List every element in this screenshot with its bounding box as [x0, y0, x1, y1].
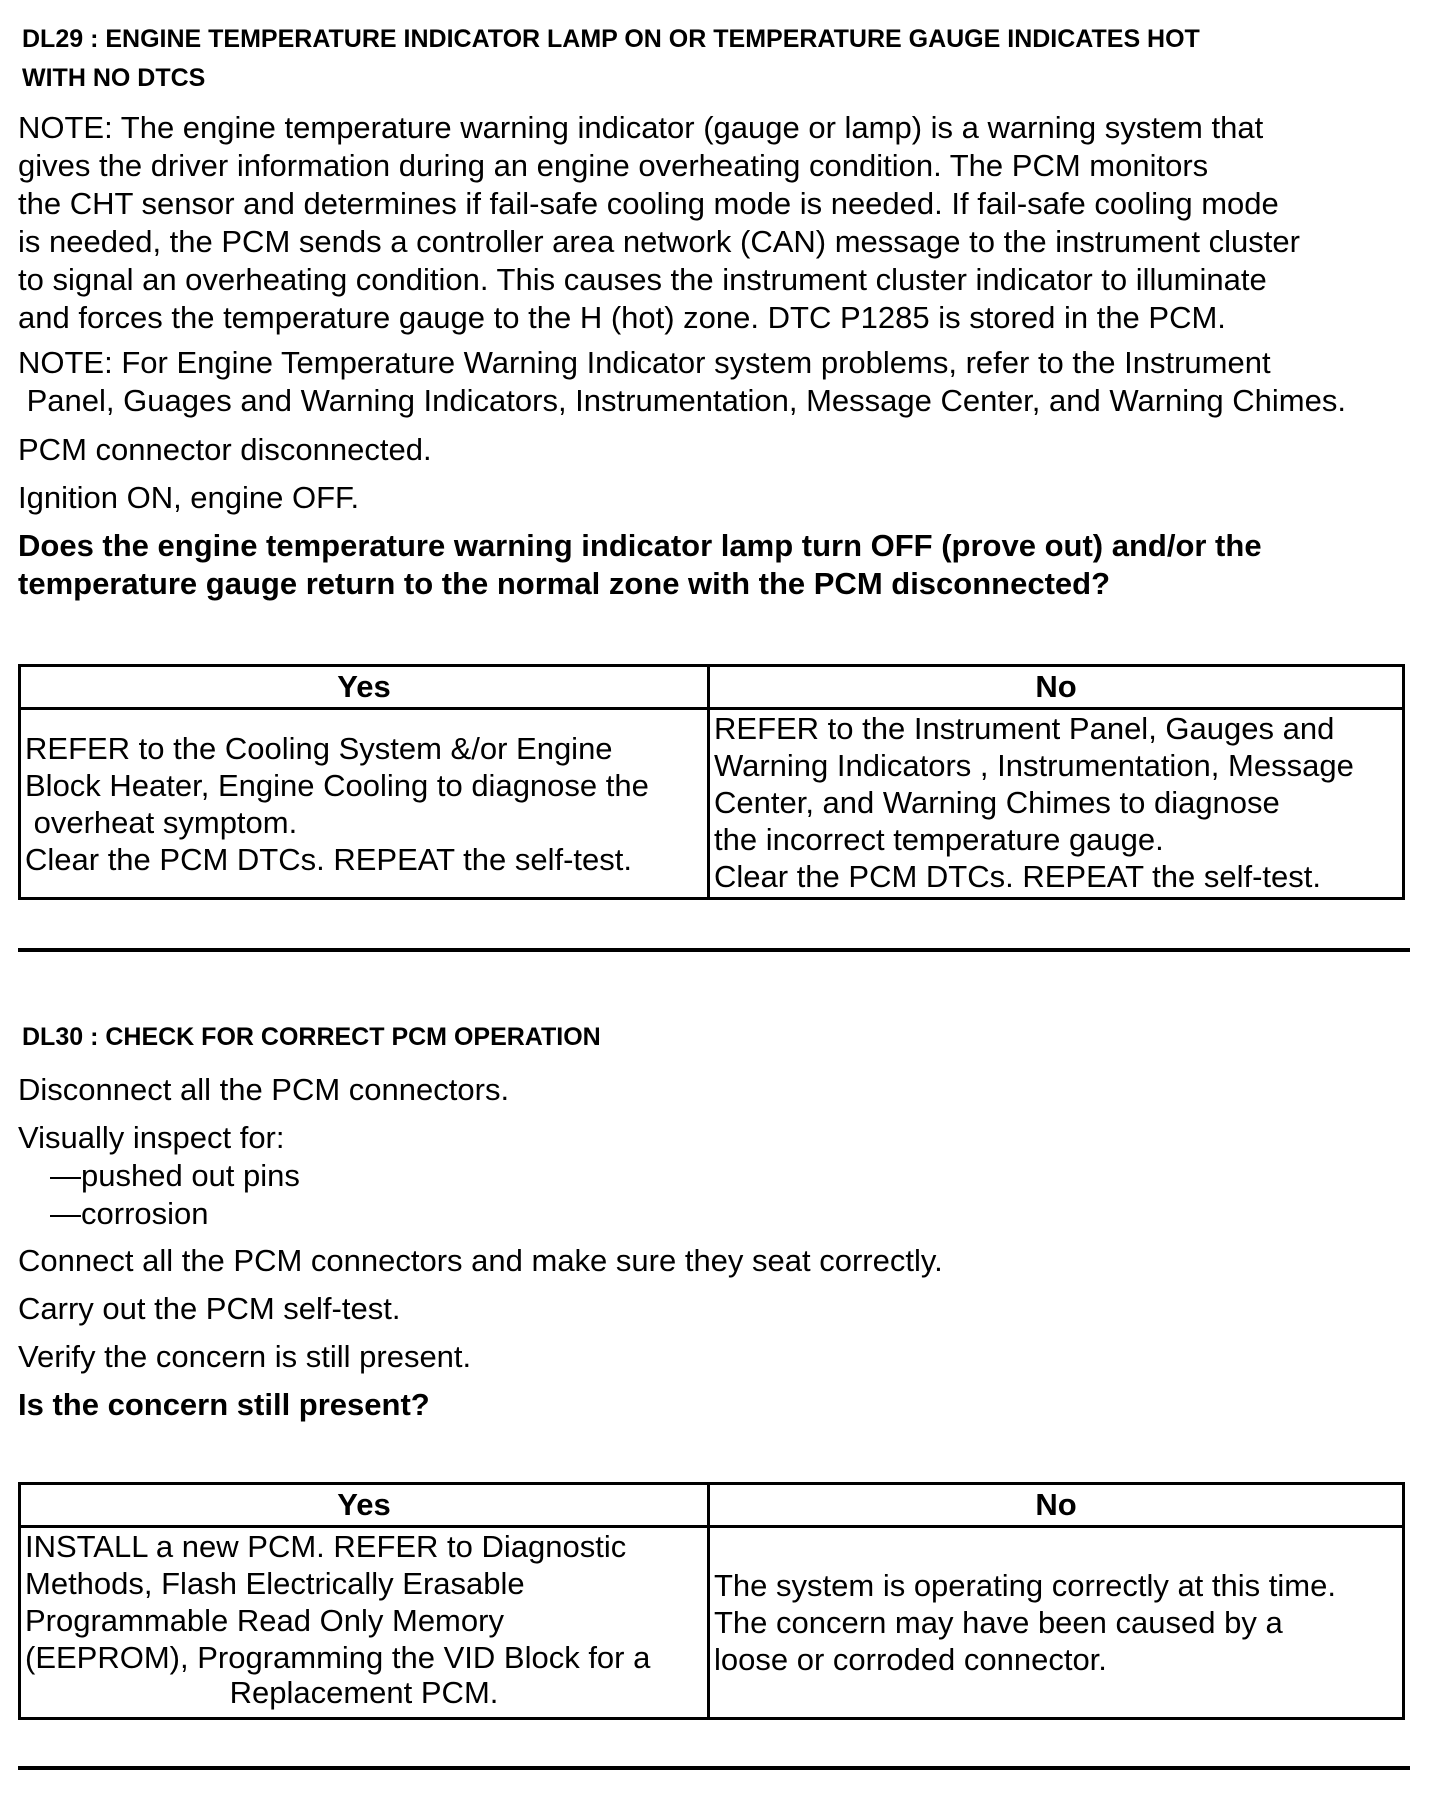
yes-cell — [20, 1527, 709, 1719]
note-line: and forces the temperature gauge to the H (hot) zone. DTC P1285 is stored in the PCM. — [18, 300, 1226, 335]
note-line: NOTE: For Engine Temperature Warning Indicator system problems, refer to the Instrument — [18, 345, 1271, 380]
note-line: the CHT sensor and determines if fail-safe cooling mode is needed. If fail-safe cooling mode — [18, 186, 1279, 221]
section-divider — [18, 948, 1410, 952]
dl30-step-4: Verify the concern is still present. — [18, 1339, 472, 1374]
dl30-question: Is the concern still present? — [18, 1387, 430, 1422]
dl29-heading-line: DL29 : ENGINE TEMPERATURE INDICATOR LAMP ON OR TEMPERATURE GAUGE INDICATES HOT — [22, 25, 1200, 53]
no-cell — [709, 1527, 1404, 1719]
no-column-header: No — [709, 666, 1404, 709]
cell-line: The concern may have been caused by a — [714, 1605, 1283, 1640]
cell-line: overheat symptom. — [25, 804, 298, 840]
dl29-heading-line: WITH NO DTCS — [22, 64, 206, 92]
dl29-question — [18, 527, 1418, 603]
dl29-note-2 — [18, 344, 1438, 420]
cell-line: Center, and Warning Chimes to diagnose — [714, 785, 1280, 820]
cell-line: REFER to the Instrument Panel, Gauges and — [714, 711, 1335, 746]
inspect-item: —pushed out pins — [50, 1158, 300, 1193]
no-cell — [709, 709, 1404, 899]
yes-column-header: Yes — [20, 666, 709, 709]
dl29-heading — [22, 20, 1200, 98]
yes-cell — [20, 709, 709, 899]
note-line: is needed, the PCM sends a controller area network (CAN) message to the instrument cluster — [18, 224, 1300, 259]
note-line: gives the driver information during an engine overheating condition. The PCM monitors — [18, 148, 1209, 183]
cell-line: Warning Indicators , Instrumentation, Message — [714, 748, 1354, 783]
inspect-label: Visually inspect for: — [18, 1120, 285, 1155]
dl29-step-1: PCM connector disconnected. — [18, 432, 432, 467]
cell-line: Clear the PCM DTCs. REPEAT the self-test. — [714, 859, 1321, 894]
question-line: temperature gauge return to the normal zone with the PCM disconnected? — [18, 566, 1111, 601]
cell-line: the incorrect temperature gauge. — [714, 822, 1164, 857]
inspect-item: —corrosion — [50, 1196, 209, 1231]
note-line: Panel, Guages and Warning Indicators, Instrumentation, Message Center, and Warning Chimes. — [18, 383, 1346, 418]
cell-line: Replacement PCM. — [229, 1675, 499, 1710]
question-line: Does the engine temperature warning indicator lamp turn OFF (prove out) and/or the — [18, 528, 1262, 563]
dl30-step-2: Connect all the PCM connectors and make sure they seat correctly. — [18, 1243, 943, 1278]
cell-line: Block Heater, Engine Cooling to diagnose the — [25, 767, 649, 803]
dl30-result-table — [18, 1482, 1405, 1720]
cell-line: INSTALL a new PCM. REFER to Diagnostic — [25, 1529, 627, 1564]
dl30-inspect-list — [18, 1119, 1438, 1233]
note-line: NOTE: The engine temperature warning indicator (gauge or lamp) is a warning system that — [18, 110, 1264, 145]
cell-line: loose or corroded connector. — [714, 1642, 1107, 1677]
dl29-step-2: Ignition ON, engine OFF. — [18, 480, 360, 515]
dl29-result-table — [18, 664, 1405, 900]
dl30-step-3: Carry out the PCM self-test. — [18, 1291, 401, 1326]
cell-line: Programmable Read Only Memory — [25, 1603, 504, 1638]
note-line: to signal an overheating condition. This causes the instrument cluster indicator to illuminate — [18, 262, 1267, 297]
section-divider — [18, 1766, 1410, 1770]
cell-line: Methods, Flash Electrically Erasable — [25, 1566, 525, 1601]
dl30-heading: DL30 : CHECK FOR CORRECT PCM OPERATION — [22, 1023, 601, 1051]
cell-line: (EEPROM), Programming the VID Block for a — [25, 1640, 651, 1675]
dl30-step-1: Disconnect all the PCM connectors. — [18, 1072, 510, 1107]
dl29-note-1 — [18, 109, 1438, 337]
yes-column-header: Yes — [20, 1484, 709, 1527]
no-column-header: No — [709, 1484, 1404, 1527]
cell-line: The system is operating correctly at this time. — [714, 1568, 1336, 1603]
cell-line: Clear the PCM DTCs. REPEAT the self-test. — [25, 841, 632, 877]
cell-line: REFER to the Cooling System &/or Engine — [25, 730, 613, 766]
